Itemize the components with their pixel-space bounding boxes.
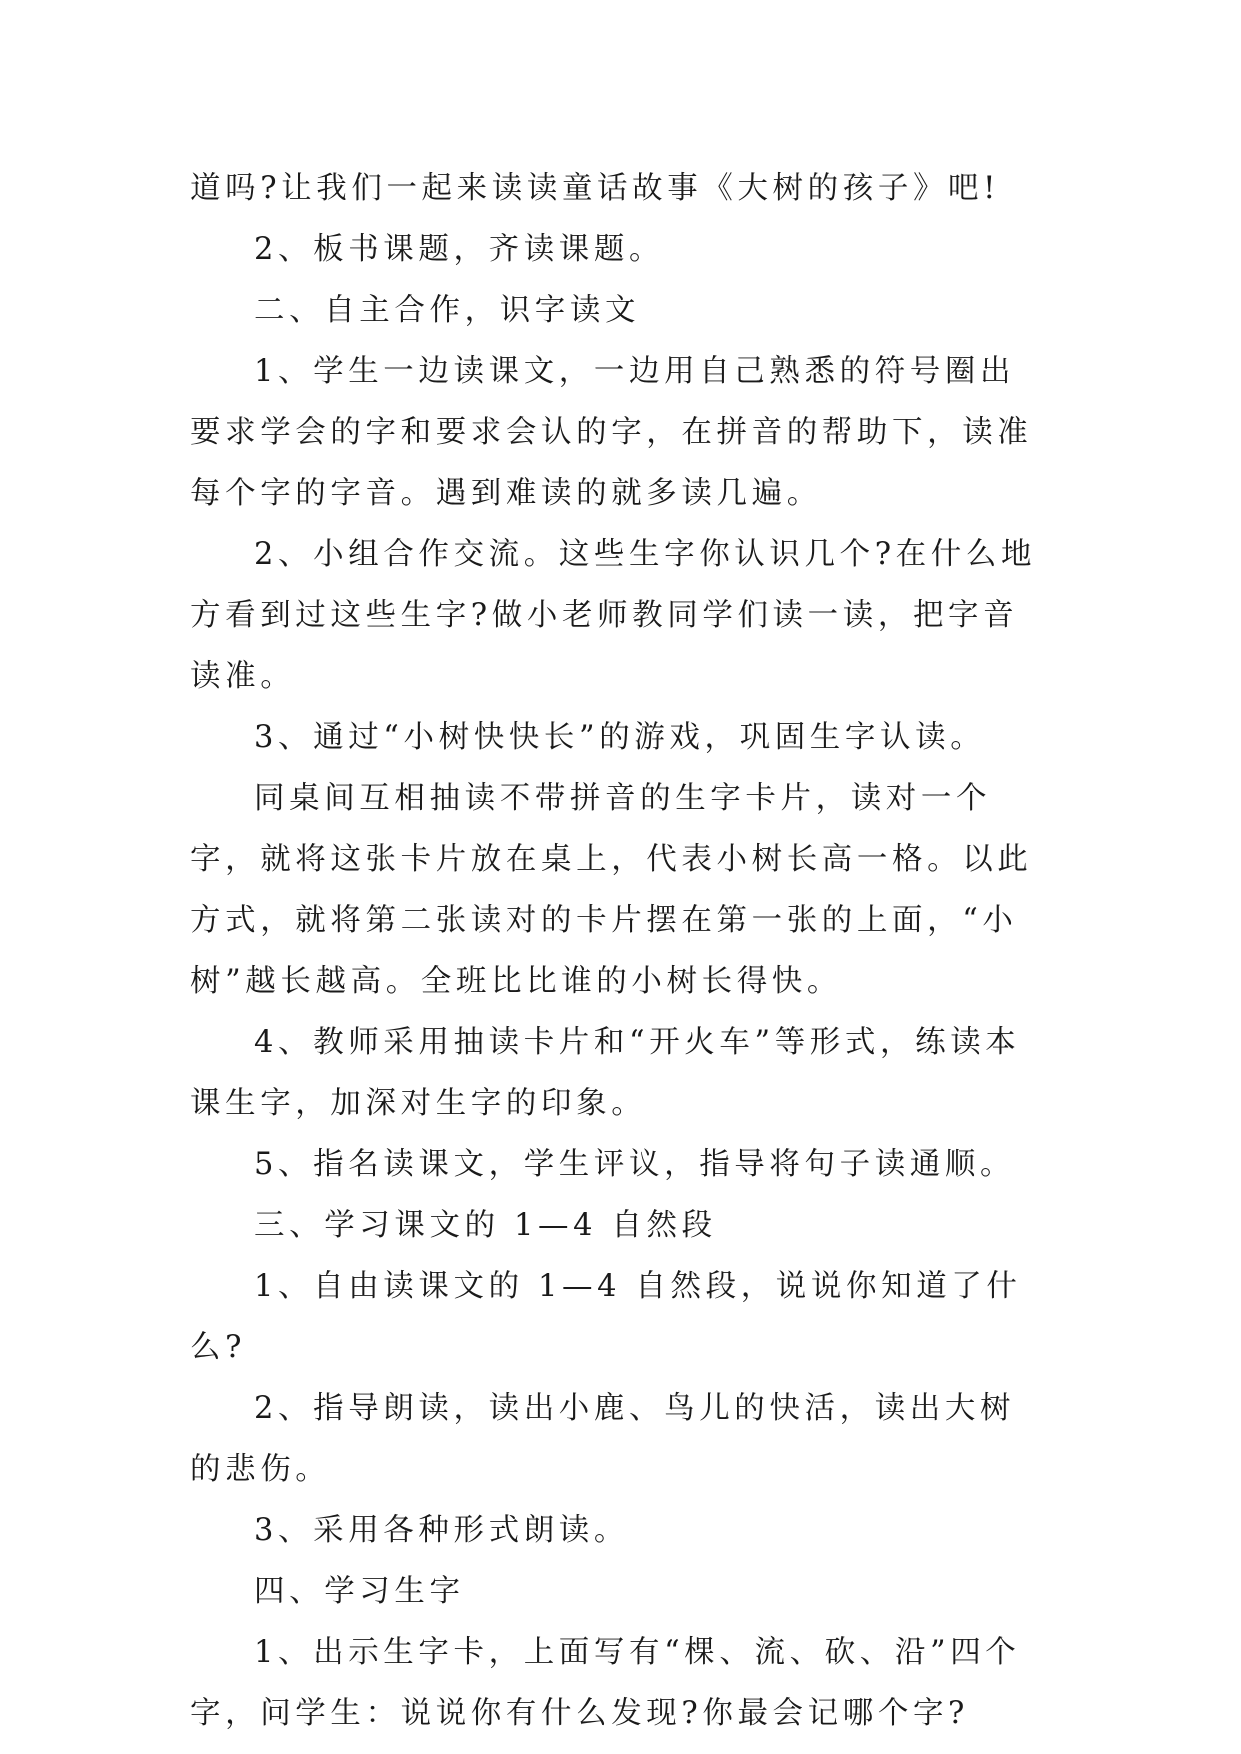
paragraph-character-cards-step-1: 1、出示生字卡，上面写有“棵、流、砍、沿”四个字，问学生：说说你有什么发现?你最会记哪个字? — [190, 1635, 1021, 1731]
paragraph-group-step-2: 2、小组合作交流。这些生字你认识几个?在什么地方看到过这些生字?做小老师教同学们读一读，把字音读准。 — [190, 537, 1037, 694]
paragraph-intro-continuation: 道吗?让我们一起来读读童话故事《大树的孩子》吧! — [190, 171, 1001, 206]
paragraph-free-reading-step-1: 1、自由读课文的 1—4 自然段，说说你知道了什么? — [190, 1269, 1022, 1365]
paragraph-step-2-title: 2、板书课题，齐读课题。 — [254, 232, 665, 267]
paragraph-game-step-3: 3、通过“小树快快长”的游戏，巩固生字认读。 — [254, 720, 986, 755]
document-body — [190, 158, 1050, 1744]
section-heading-2: 二、自主合作，识字读文 — [254, 293, 641, 328]
paragraph-reading-step-5: 5、指名读课文，学生评议，指导将句子读通顺。 — [254, 1147, 1016, 1182]
paragraph-guided-reading-step-2: 2、指导朗读，读出小鹿、鸟儿的快活，读出大树的悲伤。 — [190, 1391, 1016, 1487]
paragraph-game-description: 同桌间互相抽读不带拼音的生字卡片，读对一个字，就将这张卡片放在桌上，代表小树长高一格。以此方式，就将第二张读对的卡片摆在第一张的上面，“小树”越长越高。全班比比谁的小树长得快。 — [190, 781, 1033, 999]
section-heading-3: 三、学习课文的 1—4 自然段 — [254, 1208, 717, 1243]
paragraph-teacher-step-4: 4、教师采用抽读卡片和“开火车”等形式，练读本课生字，加深对生字的印象。 — [190, 1025, 1021, 1121]
paragraph-reading-forms-step-3: 3、采用各种形式朗读。 — [254, 1513, 630, 1548]
paragraph-reading-step-1: 1、学生一边读课文，一边用自己熟悉的符号圈出要求学会的字和要求会认的字，在拼音的帮助下，读准每个字的字音。遇到难读的就多读几遍。 — [190, 354, 1033, 511]
section-heading-4: 四、学习生字 — [254, 1574, 465, 1609]
